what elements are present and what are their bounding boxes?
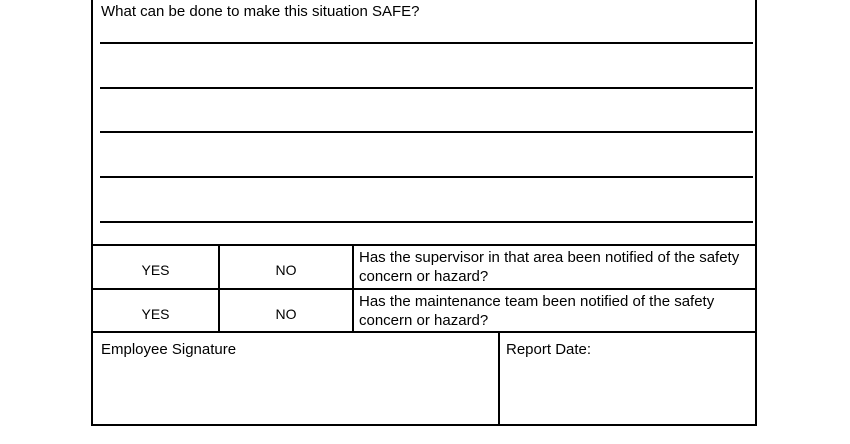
row2-question: Has the maintenance team been notified of the safety concern or hazard? (359, 293, 715, 329)
answer-line-4[interactable] (100, 176, 753, 178)
no-question-divider (352, 244, 354, 331)
safety-form (91, 0, 757, 426)
table-top-border (93, 244, 755, 246)
row2-yes-option[interactable]: YES (141, 306, 170, 322)
report-date-label: Report Date: (506, 341, 592, 358)
signature-date-divider (498, 331, 500, 424)
footer-top-border (93, 331, 755, 333)
answer-line-5[interactable] (100, 221, 753, 223)
employee-signature-label: Employee Signature (101, 341, 237, 358)
row2-no-option[interactable]: NO (275, 306, 297, 322)
answer-line-2[interactable] (100, 87, 753, 89)
answer-line-1[interactable] (100, 42, 753, 44)
row1-yes-option[interactable]: YES (141, 262, 170, 278)
answer-line-3[interactable] (100, 131, 753, 133)
table-row-divider (93, 288, 755, 290)
row1-no-option[interactable]: NO (275, 262, 297, 278)
safe-question-label: What can be done to make this situation SAFE? (101, 3, 420, 20)
row1-question: Has the supervisor in that area been notified of the safety concern or hazard? (359, 249, 740, 285)
